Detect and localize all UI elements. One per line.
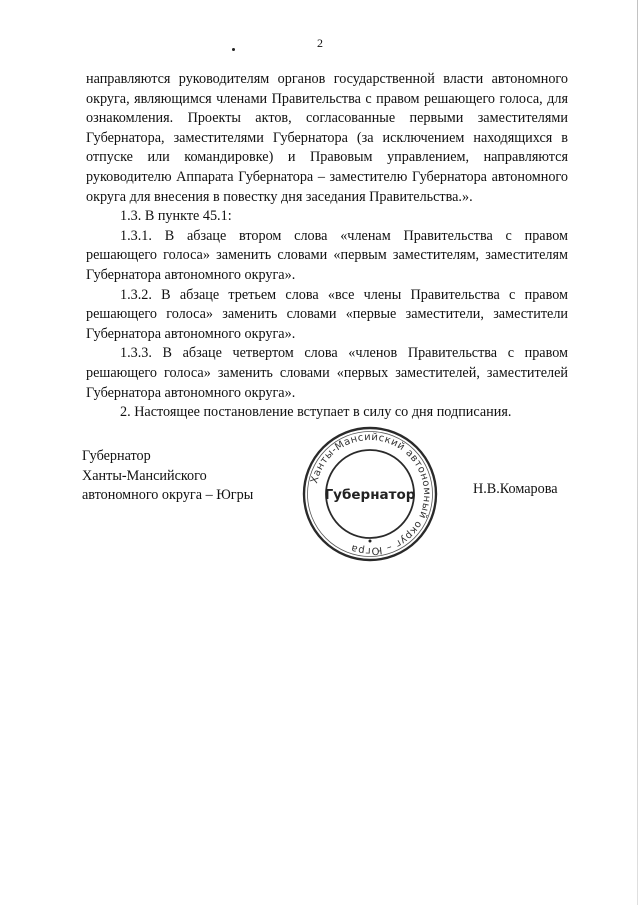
- paragraph-continuation: направляются руководителям органов государственной власти автономного округа, являющимся членами Правительства с правом решающего голоса, для ознакомления. Проекты актов, согласованные первыми заместителями Губернатора, заместителями Губернатора (за исключением находящихся в отпуске или командировке) и Правовым управлением, направляются руководителю Аппарата Губернатора – заместителю Губернатора автономного округа для внесения в повестку дня заседания Правительства.».: [86, 71, 568, 205]
- paragraph-1-3-3: 1.3.3. В абзаце четвертом слова «членов Правительства с правом решающего голоса» заменить словами «первых заместителей, заместителей Губернатора автономного округа».: [86, 345, 568, 401]
- signatory-title-line: Губернатор: [82, 448, 151, 464]
- seal-ring-text: Ханты-Мансийский автономный округ – Югра: [309, 431, 433, 557]
- scan-edge-line: [637, 0, 638, 905]
- paragraph-1-3-2: 1.3.2. В абзаце третьем слова «все члены Правительства с правом решающего голоса» заменить словами «первые заместители, заместители Губернатора автономного округа».: [86, 286, 568, 342]
- seal-center-text: Губернатор: [324, 487, 416, 503]
- signatory-name: Н.В.Комарова: [473, 481, 558, 497]
- signatory-title: [82, 447, 253, 506]
- seal-dot: [369, 540, 372, 543]
- page-number: 2: [317, 36, 323, 50]
- paragraph-1-3-1: 1.3.1. В абзаце втором слова «членам Правительства с правом решающего голоса» заменить словами «первым заместителям, заместителям Губернатора автономного округа».: [86, 227, 568, 283]
- document-body: [86, 70, 568, 423]
- signatory-title-line: Ханты-Мансийского: [82, 467, 207, 484]
- signatory-title-line: автономного округа – Югры: [82, 487, 254, 504]
- paragraph-1-3: 1.3. В пункте 45.1:: [120, 208, 232, 225]
- paragraph-2: 2. Настоящее постановление вступает в силу со дня подписания.: [120, 404, 512, 421]
- official-seal: [300, 424, 440, 564]
